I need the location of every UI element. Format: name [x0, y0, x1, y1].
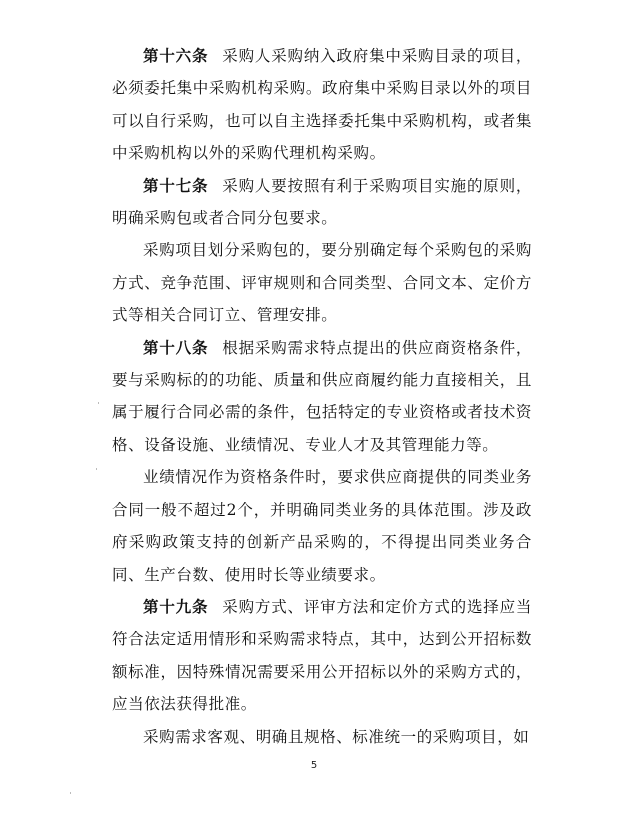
- paragraph-text: 采购项目划分采购包的，要分别确定每个采购包的采购方式、竞争范围、评审规则和合同类型、合同文本、定价方式等相关合同订立、管理安排。: [112, 241, 532, 325]
- paragraph-article-17-detail: [112, 234, 532, 331]
- paragraph-text: 根据采购需求特点提出的供应商资格条件，要与采购标的的功能、质量和供应商履约能力直接相关，且属于履行合同必需的条件，包括特定的专业资格或者技术资格、设备设施、业绩情况、专业人才及其管理能力等。: [112, 338, 533, 454]
- scan-speck: [96, 468, 97, 470]
- paragraph-text: 业绩情况作为资格条件时，要求供应商提供的同类业务合同一般不超过2个，并明确同类业务的具体范围。涉及政府采购政策支持的创新产品采购的，不得提出同类业务合同、生产台数、使用时长等业绩要求。: [112, 468, 532, 584]
- paragraph-article-17: [112, 170, 532, 235]
- paragraph-article-19: [112, 591, 532, 721]
- paragraph-article-19-detail: [112, 721, 532, 753]
- scan-speck: [70, 792, 71, 794]
- paragraph-text: 采购方式、评审方法和定价方式的选择应当符合法定适用情形和采购需求特点，其中，达到公开招标数额标准，因特殊情况需要采用公开招标以外的采购方式的，应当依法获得批准。: [112, 597, 533, 714]
- article-heading: 第十九条: [143, 597, 209, 616]
- paragraph-article-16: [112, 40, 532, 170]
- page-number: 5: [310, 760, 318, 771]
- paragraph-article-18-detail: [112, 461, 532, 591]
- scan-speck: [98, 402, 99, 404]
- paragraph-text: 采购人要按照有利于采购项目实施的原则，明确采购包或者合同分包要求。: [112, 176, 533, 228]
- article-heading: 第十六条: [143, 47, 209, 65]
- paragraph-article-18: [112, 332, 532, 462]
- document-body: [112, 40, 532, 753]
- article-heading: 第十八条: [143, 338, 209, 357]
- paragraph-text: 采购人采购纳入政府集中采购目录的项目，必须委托集中采购机构采购。政府集中采购目录以外的项目可以自行采购，也可以自主选择委托集中采购机构，或者集中采购机构以外的采购代理机构采购。: [112, 47, 533, 163]
- paragraph-text: 采购需求客观、明确且规格、标准统一的采购项目，如: [143, 727, 530, 746]
- article-heading: 第十七条: [143, 176, 209, 195]
